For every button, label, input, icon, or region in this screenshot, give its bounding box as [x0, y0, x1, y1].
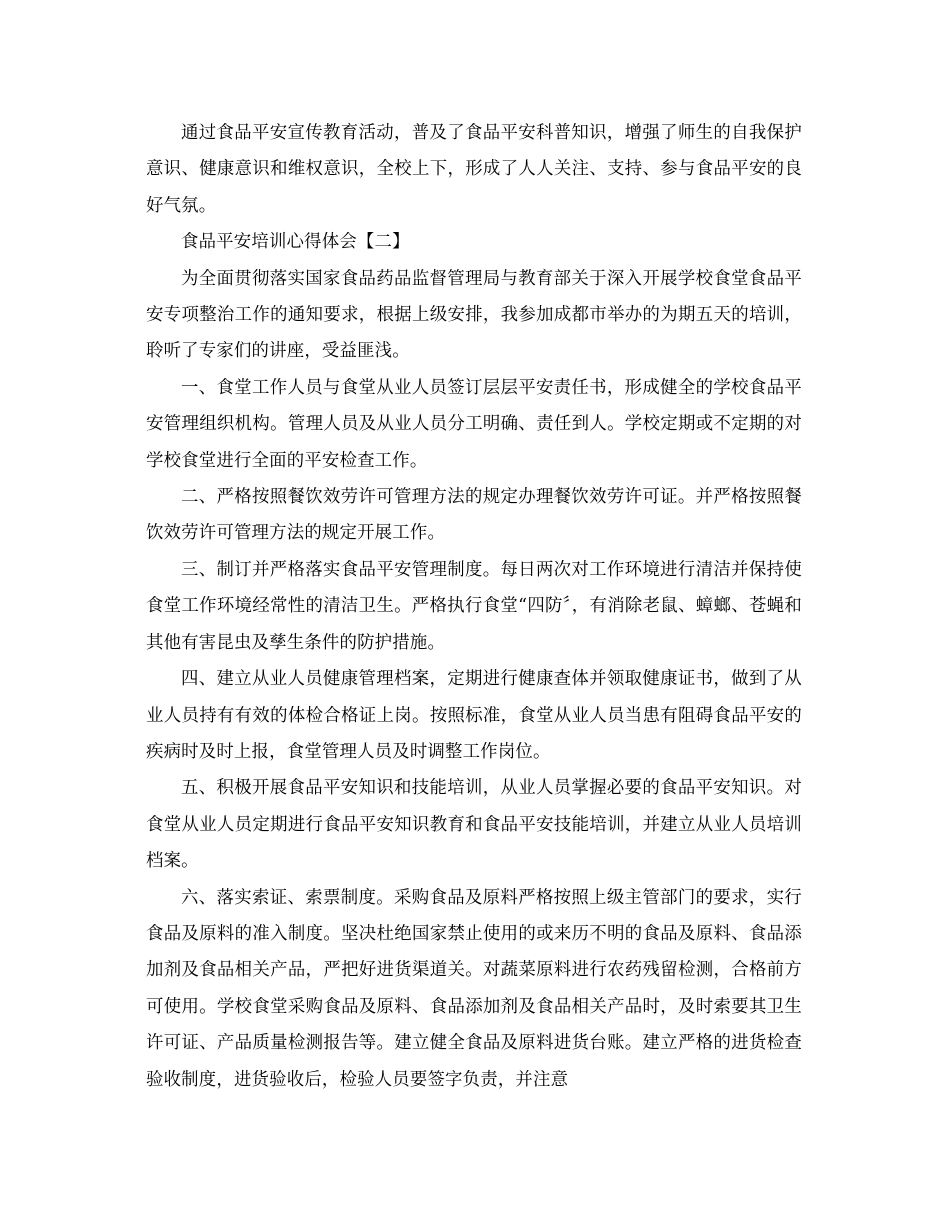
paragraph-item-6: 六、落实索证、索票制度。采购食品及原料严格按照上级主管部门的要求，实行食品及原料的准入制度。坚决杜绝国家禁止使用的或来历不明的食品及原料、食品添加剂及食品相关产品，严把好进货渠道关。对蔬菜原料进行农药残留检测，合格前方可使用。学校食堂采购食品及原料、食品添加剂及食品相关产品时，及时索要其卫生许可证、产品质量检测报告等。建立健全食品及原料进货台账。建立严格的进货检查验收制度，进货验收后，检验人员要签字负责，并注意 [146, 887, 802, 1090]
paragraph-background: 为全面贯彻落实国家食品药品监督管理局与教育部关于深入开展学校食堂食品平安专项整治工作的通知要求，根据上级安排，我参加成都市举办的为期五天的培训，聆听了专家们的讲座，受益匪浅。 [146, 268, 802, 362]
paragraph-item-1: 一、食堂工作人员与食堂从业人员签订层层平安责任书，形成健全的学校食品平安管理组织机构。管理人员及从业人员分工明确、责任到人。学校定期或不定期的对学校食堂进行全面的平安检查工作。 [146, 377, 802, 471]
paragraph-intro-summary: 通过食品平安宣传教育活动，普及了食品平安科普知识，增强了师生的自我保护意识、健康意识和维权意识，全校上下，形成了人人关注、支持、参与食品平安的良好气氛。 [146, 123, 802, 216]
paragraph-item-4: 四、建立从业人员健康管理档案，定期进行健康查体并领取健康证书，做到了从业人员持有有效的体检合格证上岗。按照标准，食堂从业人员当患有阻碍食品平安的疾病时及时上报，食堂管理人员及时调整工作岗位。 [146, 669, 802, 762]
paragraph-item-2: 二、严格按照餐饮效劳许可管理方法的规定办理餐饮效劳许可证。并严格按照餐饮效劳许可管理方法的规定开展工作。 [146, 487, 802, 544]
paragraph-item-5: 五、积极开展食品平安知识和技能培训，从业人员掌握必要的食品平安知识。对食堂从业人员定期进行食品平安知识教育和食品平安技能培训，并建立从业人员培训档案。 [146, 778, 802, 872]
paragraph-item-3: 三、制订并严格落实食品平安管理制度。每日两次对工作环境进行清洁并保持使食堂工作环境经常性的清洁卫生。严格执行食堂“四防〞，有消除老鼠、蟑螂、苍蝇和其他有害昆虫及孳生条件的防护措施。 [146, 559, 802, 653]
section-heading: 食品平安培训心得体会【二】 [181, 232, 410, 253]
document-body [146, 115, 802, 1098]
